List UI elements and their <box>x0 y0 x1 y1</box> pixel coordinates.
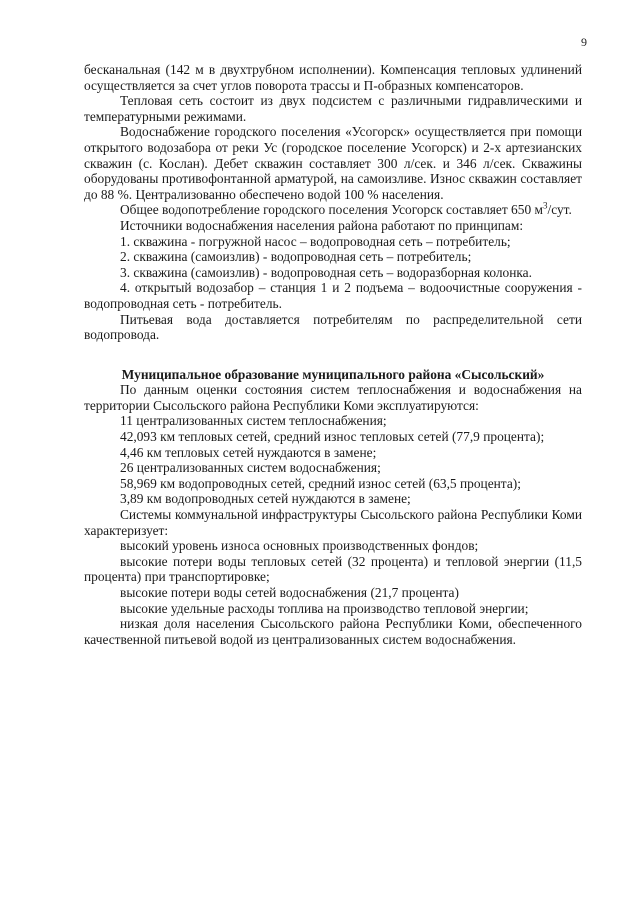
exploited-item-1: 11 централизованных систем теплоснабжения; <box>120 413 387 429</box>
exploited-item-5: 58,969 км водопроводных сетей, средний износ сетей (63,5 процента); <box>120 475 521 491</box>
page-number: 9 <box>581 35 587 49</box>
paragraph-heat-network: Тепловая сеть состоит из двух подсистем с различными гидравлическими и температурными режимами. <box>84 93 582 124</box>
exploited-item-3: 4,46 км тепловых сетей нуждаются в замене; <box>120 444 377 460</box>
section-intro: По данным оценки состояния систем теплоснабжения и водоснабжения на территории Сысольского района Республики Коми эксплуатируются: <box>84 382 582 413</box>
consumption-unit-suffix: /сут. <box>547 202 572 218</box>
characteristics-intro: Системы коммунальной инфраструктуры Сысольского района Республики Коми характеризует: <box>84 507 582 538</box>
principle-item-1: 1. скважина - погружной насос – водопроводная сеть – потребитель; <box>120 233 511 249</box>
principle-item-2: 2. скважина (самоизлив) - водопроводная сеть – потребитель; <box>120 249 472 265</box>
characteristic-item-5: низкая доля населения Сысольского района Республики Коми, обеспеченного качественной питьевой водой из централизованных систем водоснабжения. <box>84 616 582 647</box>
principle-item-4: 4. открытый водозабор – станция 1 и 2 подъема – водоочистные сооружения - водопроводная сеть - потребитель. <box>84 280 582 311</box>
characteristic-item-3: высокие потери воды сетей водоснабжения (21,7 процента) <box>120 585 459 600</box>
paragraph-drinking-water: Питьевая вода доставляется потребителям по распределительной сети водопровода. <box>84 311 582 343</box>
paragraph-heat-compensation: бесканальная (142 м в двухтрубном исполнении). Компенсация тепловых удлинений осуществляется за счет углов поворота трассы и П-образных компенсаторов. <box>84 62 582 93</box>
document-body <box>84 62 582 647</box>
principle-item-3: 3. скважина (самоизлив) - водопроводная сеть – водоразборная колонка. <box>120 264 532 280</box>
characteristic-item-4: высокие удельные расходы топлива на производство тепловой энергии; <box>120 600 529 616</box>
characteristic-item-2: высокие потери воды тепловых сетей (32 процента) и тепловой энергии (11,5 процента) при транспортировке; <box>84 553 582 585</box>
exploited-item-4: 26 централизованных систем водоснабжения; <box>120 460 381 476</box>
section-spacer <box>84 343 582 367</box>
exploited-item-6: 3,89 км водопроводных сетей нуждаются в замене; <box>120 491 411 507</box>
consumption-unit-exponent: 3 <box>542 200 548 211</box>
paragraph-water-consumption <box>84 202 582 218</box>
consumption-text: Общее водопотребление городского поселения Усогорск составляет 650 м <box>120 202 543 218</box>
characteristic-item-1: высокий уровень износа основных производственных фондов; <box>120 538 479 554</box>
paragraph-water-supply-usogorsk: Водоснабжение городского поселения «Усогорск» осуществляется при помощи открытого водозабора от реки Ус (городское поселение Усогорск) и 2-х артезианских скважин (с. Кослан). Дебет скважин составляет 300 л/сек. и 346 л/сек. Скважины оборудованы противофонтанной арматурой, на самоизливе. Износ скважин составляет до 88 %. Централизованно обеспечено водой 100 % населения. <box>84 124 582 202</box>
section-heading: Муниципальное образование муниципального района «Сысольский» <box>121 366 545 382</box>
exploited-item-2: 42,093 км тепловых сетей, средний износ тепловых сетей (77,9 процента); <box>120 429 545 445</box>
principles-intro: Источники водоснабжения населения района работают по принципам: <box>120 217 524 233</box>
